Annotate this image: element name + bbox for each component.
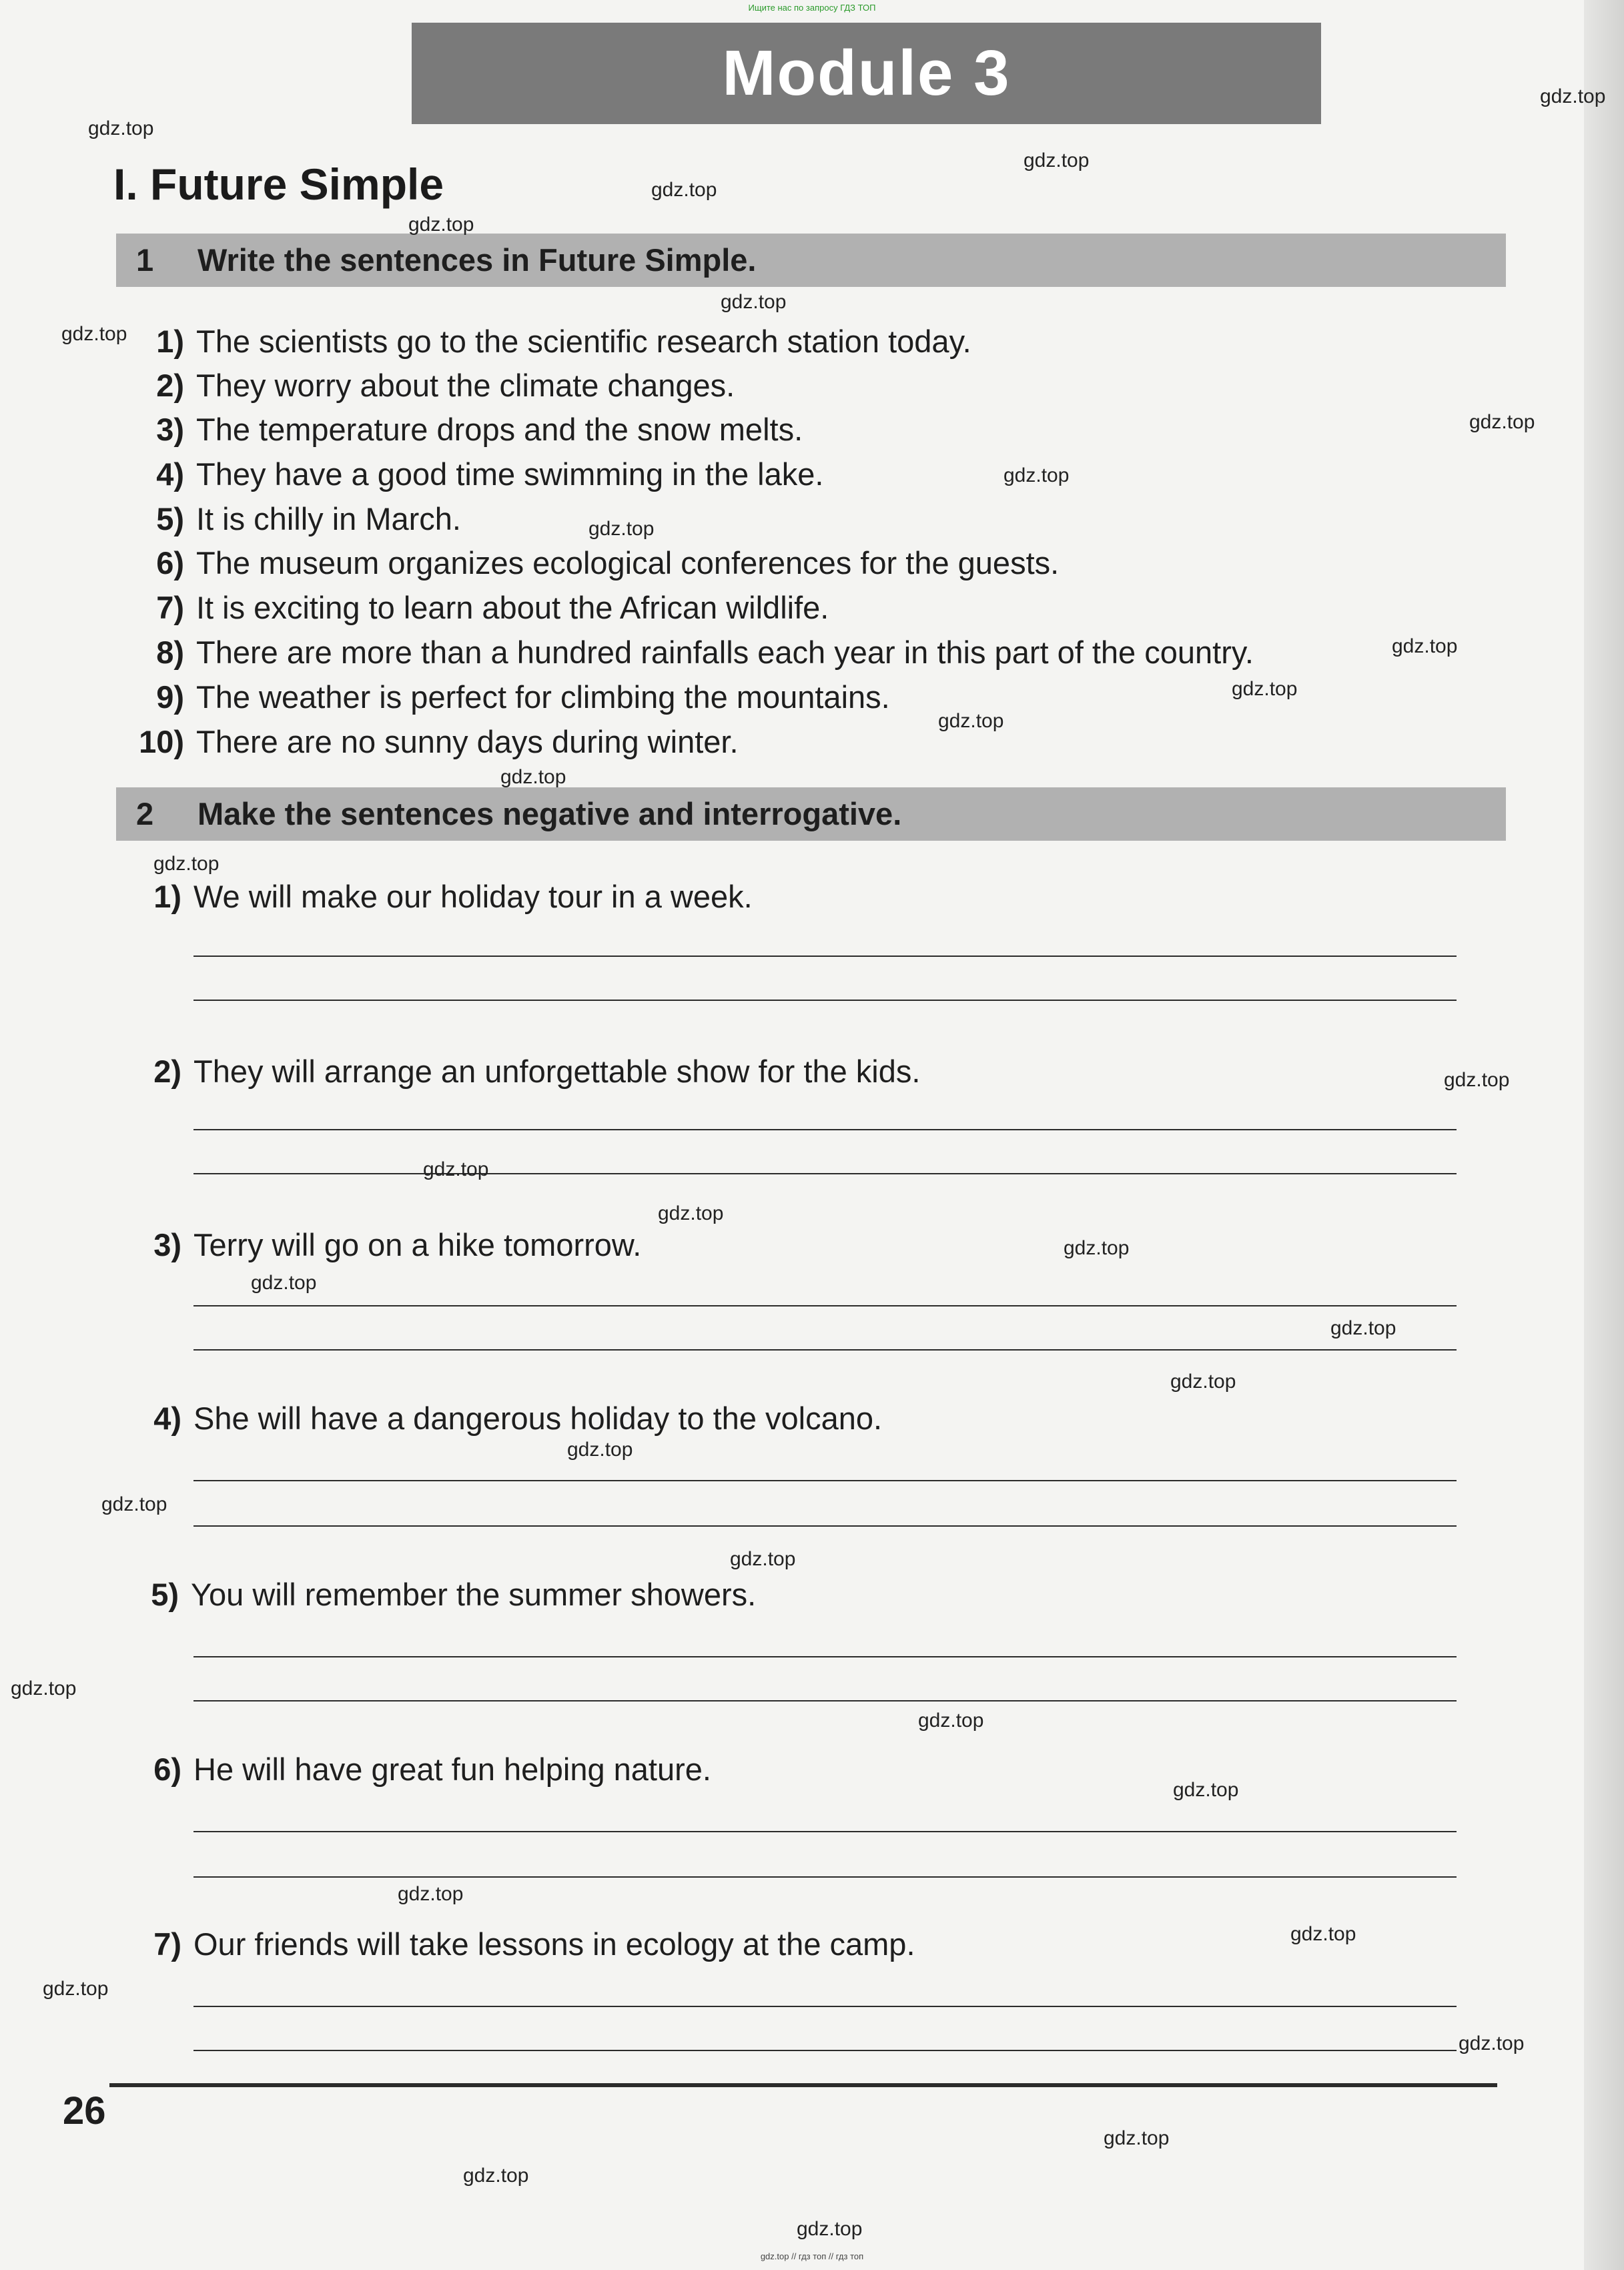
item-text: The temperature drops and the snow melts. (196, 412, 803, 447)
header-note: Ищите нас по запросу ГДЗ ТОП (748, 3, 876, 13)
item-text: The weather is perfect for climbing the mountains. (196, 679, 890, 715)
item-number: 5) (151, 1577, 179, 1612)
watermark: gdz.top (251, 1272, 317, 1294)
item-text: The museum organizes ecological conferences for the guests. (196, 545, 1060, 581)
item-number: 3) (156, 412, 184, 447)
answer-line[interactable] (193, 1656, 1457, 1657)
watermark: gdz.top (721, 291, 787, 313)
watermark: gdz.top (1170, 1371, 1236, 1393)
item-text: They have a good time swimming in the lake. (196, 456, 824, 492)
item-text: She will have a dangerous holiday to the volcano. (193, 1401, 883, 1436)
item-number: 10) (139, 724, 184, 759)
item-number: 6) (156, 545, 184, 581)
item-text: The scientists go to the scientific research station today. (196, 324, 971, 359)
watermark: gdz.top (1469, 411, 1535, 433)
answer-line[interactable] (193, 2006, 1457, 2007)
item-text: Our friends will take lessons in ecology at the camp. (193, 1926, 915, 1962)
watermark: gdz.top (730, 1548, 796, 1570)
task-1-number: 1 (136, 242, 154, 278)
item-text: They will arrange an unforgettable show for the kids. (193, 1054, 921, 1089)
item-number: 9) (156, 679, 184, 715)
watermark: gdz.top (1173, 1779, 1239, 1801)
watermark: gdz.top (398, 1883, 464, 1905)
watermark: gdz.top (1290, 1923, 1356, 1945)
watermark: gdz.top (658, 1202, 724, 1224)
item-text: It is chilly in March. (196, 501, 461, 536)
watermark: gdz.top (1104, 2127, 1170, 2149)
item-text: It is exciting to learn about the African wildlife. (196, 590, 829, 625)
answer-line[interactable] (193, 1129, 1457, 1130)
answer-line[interactable] (193, 2050, 1457, 2051)
item-number: 2) (156, 368, 184, 403)
watermark: gdz.top (1232, 678, 1298, 700)
watermark: gdz.top (88, 117, 154, 139)
task-2-header (116, 787, 1506, 841)
task-2-item (153, 1053, 921, 1090)
item-number: 3) (153, 1227, 181, 1262)
task-1-item (156, 367, 735, 404)
watermark: gdz.top (500, 766, 566, 788)
watermark: gdz.top (1459, 2032, 1525, 2054)
item-number: 4) (156, 456, 184, 492)
answer-line[interactable] (193, 1831, 1457, 1832)
answer-line[interactable] (193, 1173, 1457, 1174)
watermark: gdz.top (567, 1439, 633, 1461)
task-1-header (116, 234, 1506, 287)
item-text: Terry will go on a hike tomorrow. (193, 1227, 642, 1262)
page-edge-shadow (1584, 0, 1624, 2270)
task-1-item (156, 411, 803, 448)
answer-line[interactable] (193, 1480, 1457, 1481)
task-2-number: 2 (136, 796, 154, 831)
answer-line[interactable] (193, 1700, 1457, 1701)
task-1-item (156, 634, 1254, 671)
answer-line[interactable] (193, 956, 1457, 957)
task-2-item (153, 1926, 915, 1963)
item-text: There are more than a hundred rainfalls each year in this part of the country. (196, 635, 1254, 670)
watermark: gdz.top (1003, 464, 1070, 486)
item-number: 1) (153, 879, 181, 914)
item-number: 2) (153, 1054, 181, 1089)
answer-line[interactable] (193, 1349, 1457, 1351)
task-2-item (153, 1226, 642, 1264)
watermark: gdz.top (1540, 85, 1606, 107)
watermark: gdz.top (588, 518, 655, 540)
item-text: You will remember the summer showers. (191, 1577, 757, 1612)
task-1-item (139, 723, 739, 761)
answer-line[interactable] (193, 1525, 1457, 1527)
item-text: He will have great fun helping nature. (193, 1752, 711, 1787)
watermark: gdz.top (651, 179, 717, 201)
item-text: We will make our holiday tour in a week. (193, 879, 753, 914)
task-2-item (153, 878, 753, 915)
page-number: 26 (63, 2089, 106, 2133)
watermark: gdz.top (1444, 1069, 1510, 1091)
footer-rule (109, 2083, 1497, 2087)
task-2-instruction: Make the sentences negative and interrogative. (197, 796, 902, 831)
watermark: gdz.top (797, 2218, 863, 2240)
task-1-item (156, 544, 1060, 582)
watermark: gdz.top (918, 1710, 984, 1732)
item-number: 1) (156, 324, 184, 359)
watermark: gdz.top (61, 323, 127, 345)
task-1-item (156, 500, 461, 538)
watermark: gdz.top (1024, 149, 1090, 171)
item-number: 5) (156, 501, 184, 536)
footer-note: gdz.top // гдз топ // гдз топ (760, 2251, 864, 2261)
watermark: gdz.top (153, 853, 220, 875)
answer-line[interactable] (193, 1000, 1457, 1001)
watermark: gdz.top (11, 1677, 77, 1699)
item-number: 8) (156, 635, 184, 670)
watermark: gdz.top (463, 2165, 529, 2187)
watermark: gdz.top (1330, 1317, 1396, 1339)
item-number: 7) (153, 1926, 181, 1962)
section-title: I. Future Simple (113, 159, 444, 209)
task-1-item (156, 589, 829, 627)
item-number: 4) (153, 1401, 181, 1436)
item-text: There are no sunny days during winter. (196, 724, 739, 759)
task-1-item (156, 323, 971, 360)
item-number: 7) (156, 590, 184, 625)
task-1-item (156, 679, 890, 716)
module-banner: Module 3 (412, 23, 1321, 124)
watermark: gdz.top (101, 1493, 167, 1515)
watermark: gdz.top (938, 710, 1004, 732)
watermark: gdz.top (1392, 635, 1458, 657)
task-1-instruction: Write the sentences in Future Simple. (197, 242, 757, 278)
task-2-item (153, 1400, 883, 1437)
item-number: 6) (153, 1752, 181, 1787)
watermark: gdz.top (43, 1978, 109, 2000)
task-2-item (153, 1751, 711, 1788)
task-2-item (151, 1576, 757, 1613)
watermark: gdz.top (408, 214, 474, 236)
answer-line[interactable] (193, 1876, 1457, 1878)
task-1-item (156, 456, 824, 493)
watermark: gdz.top (1064, 1237, 1130, 1259)
answer-line[interactable] (193, 1305, 1457, 1306)
item-text: They worry about the climate changes. (196, 368, 735, 403)
watermark: gdz.top (423, 1158, 489, 1180)
